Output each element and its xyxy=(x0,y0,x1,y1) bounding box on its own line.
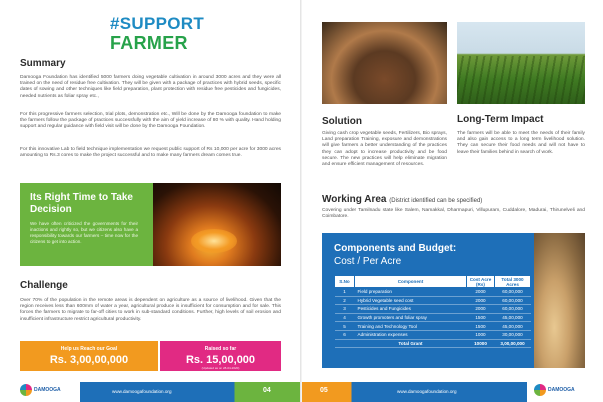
solution-text: Giving cash crop vegetable seeds, Fertilizers, Bio sprays, Land preparation Training, exposure and demonstrations will give farmers a better understanding of the practices they can adopt to increase productivity and be food secure. The new practices will help eliminate migration and ensure efficient management of resources. xyxy=(322,131,447,168)
lamp-glow xyxy=(191,229,237,253)
cell-component: Pesticides and Fungicides xyxy=(355,305,467,314)
cell-component: Field preparation xyxy=(355,288,467,297)
col-header-cost: Cost Acre (Rs) xyxy=(467,276,495,288)
left-footer-band xyxy=(80,382,301,402)
paddy-field-photo xyxy=(457,22,585,104)
cell-sno: 2 xyxy=(335,296,355,305)
left-footer-url[interactable]: www.damoogafoundation.org xyxy=(112,389,172,394)
summary-paragraph-2: For this progressive farmers selection, trial plots, demonstration etc., Will be done by the Damooga foundation to make the farmers follow the package of practices successfully with the aim of yield increase of 80 % with quality. Hand holding support and regular guidance with field visit will be done by the Damooga Foundation. xyxy=(20,112,281,130)
table-row xyxy=(335,305,531,314)
farmer-hands-photo xyxy=(322,22,447,104)
total-cost: 10000 xyxy=(467,339,495,348)
logo-flower-icon xyxy=(20,384,32,396)
field-rows xyxy=(457,56,585,104)
cell-cost: 2000 xyxy=(467,296,495,305)
right-footer-band xyxy=(302,382,527,402)
damooga-logo-left: DAMOOGA xyxy=(20,384,61,396)
cell-component: Hybrid Vegetable seed cost xyxy=(355,296,467,305)
hashtag-farmer: FARMER xyxy=(110,33,188,53)
cell-component: Growth promoters and foliar spray xyxy=(355,313,467,322)
grain-hand-photo xyxy=(534,233,585,368)
cell-total: 60,00,000 xyxy=(495,288,531,297)
table-row xyxy=(335,288,531,297)
lamp-photo xyxy=(153,183,281,266)
right-footer xyxy=(302,382,603,402)
cell-total: 30,00,000 xyxy=(495,330,531,339)
table-row xyxy=(335,313,531,322)
total-label: Total Grant xyxy=(355,339,467,348)
hashtag-support: #SUPPORT xyxy=(110,14,205,33)
summary-paragraph-3: For this innovative Lab to field technique implementation we request public support of Rs 10,000 per acre for 3000 acres amounting to Rs.3 cores to make the project successful and to make many farmers dream comes true. xyxy=(20,147,281,159)
cell-sno: 1 xyxy=(335,288,355,297)
working-area-text: Covering under Tamilnadu state like Salem, Namakkal, Dharmapuri, Villupuram, Cuddalore, Madurai, Thirunelveli and Coimbatore. xyxy=(322,208,585,220)
budget-table xyxy=(334,275,531,348)
right-footer-url[interactable]: www.damoogafoundation.org xyxy=(397,389,457,394)
cell-total: 60,00,000 xyxy=(495,305,531,314)
logo-flower-icon xyxy=(534,384,546,396)
total-row xyxy=(335,339,531,348)
cell-cost: 1500 xyxy=(467,322,495,331)
budget-box xyxy=(322,233,585,368)
cell-cost: 2000 xyxy=(467,288,495,297)
budget-header-row xyxy=(335,276,531,288)
cell-sno: 6 xyxy=(335,330,355,339)
damooga-logo-right: DAMOOGA xyxy=(534,384,575,396)
right-page xyxy=(302,0,603,402)
page-number-04: 04 xyxy=(263,387,271,394)
solution-heading: Solution xyxy=(322,116,362,127)
goal-label: Help us Reach our Goal xyxy=(60,346,118,352)
decision-heading: Its Right Time to Take Decision xyxy=(30,192,133,215)
cell-component: Administration expenses xyxy=(355,330,467,339)
table-row xyxy=(335,322,531,331)
total-amount: 3,00,00,000 xyxy=(495,339,531,348)
impact-heading: Long-Term Impact xyxy=(457,114,544,125)
working-area-heading xyxy=(322,194,482,205)
cell-total: 45,00,000 xyxy=(495,322,531,331)
table-row xyxy=(335,296,531,305)
page-number-05: 05 xyxy=(320,387,328,394)
cell-total: 60,00,000 xyxy=(495,296,531,305)
raised-amount: Rs. 15,00,000 xyxy=(185,354,256,366)
col-header-total: Total 3000 Acres xyxy=(495,276,531,288)
goal-box xyxy=(20,341,158,371)
challenge-text: Over 70% of the population in the remote areas is dependent on agriculture as a source of livelihood. Given that the region receives less than 600mm of water a year, agricultural produce is insufficient for consumption and for sale. This forces the farmers to migrate to far-off cities to work in sub-standard conditions. Further, high levels of soil erosion and insufficient infrastructure restrict agricultural productivity. xyxy=(20,298,281,322)
raised-update-note: (Updated as on 28-04-2020) xyxy=(201,366,240,370)
budget-subheading: Cost / Per Acre xyxy=(334,256,402,267)
summary-heading: Summary xyxy=(20,58,66,69)
left-page xyxy=(0,0,301,402)
raised-box xyxy=(160,341,281,371)
cell-sno: 3 xyxy=(335,305,355,314)
cell-sno: 5 xyxy=(335,322,355,331)
left-footer xyxy=(0,382,301,402)
challenge-heading: Challenge xyxy=(20,280,68,291)
summary-paragraph-1: Damooga Foundation has identified 5000 farmers doing vegetable cultivation in around 3000 acres and they were all trained on the need of residue free cultivation. They will be given with a package of practices with hybrid seeds, specific dates of sowing and other techniques like field preparation, plant protection with residue free pesticides and fungicides, needed nutrients as foliar spray etc., xyxy=(20,75,281,99)
goal-amount: Rs. 3,00,00,000 xyxy=(49,354,129,366)
decision-box xyxy=(20,183,153,266)
working-area-title: Working Area xyxy=(322,194,387,205)
cell-empty xyxy=(335,339,355,348)
cell-sno: 4 xyxy=(335,313,355,322)
col-header-sno: S.No xyxy=(335,276,355,288)
cell-component: Training and Technology Tool xyxy=(355,322,467,331)
cell-cost: 2000 xyxy=(467,305,495,314)
decision-text: We have often criticized the governments for their inactions and rightly so, but we citizens also have a responsibility towards our farmers – time now for the citizens to get into action. xyxy=(30,221,138,244)
impact-text: The farmers will be able to meet the needs of their family and also gain access to a long term livelihood solution. They can secure their food needs and will not have to leave their families behind in search of work. xyxy=(457,131,585,155)
cell-total: 45,00,000 xyxy=(495,313,531,322)
cell-cost: 1000 xyxy=(467,330,495,339)
col-header-component: Component xyxy=(355,276,467,288)
working-area-subtitle: (District identified can be specified) xyxy=(389,198,483,204)
cell-cost: 1500 xyxy=(467,313,495,322)
raised-label: Raised so far xyxy=(204,346,237,352)
budget-heading: Components and Budget: xyxy=(334,243,457,254)
table-row xyxy=(335,330,531,339)
